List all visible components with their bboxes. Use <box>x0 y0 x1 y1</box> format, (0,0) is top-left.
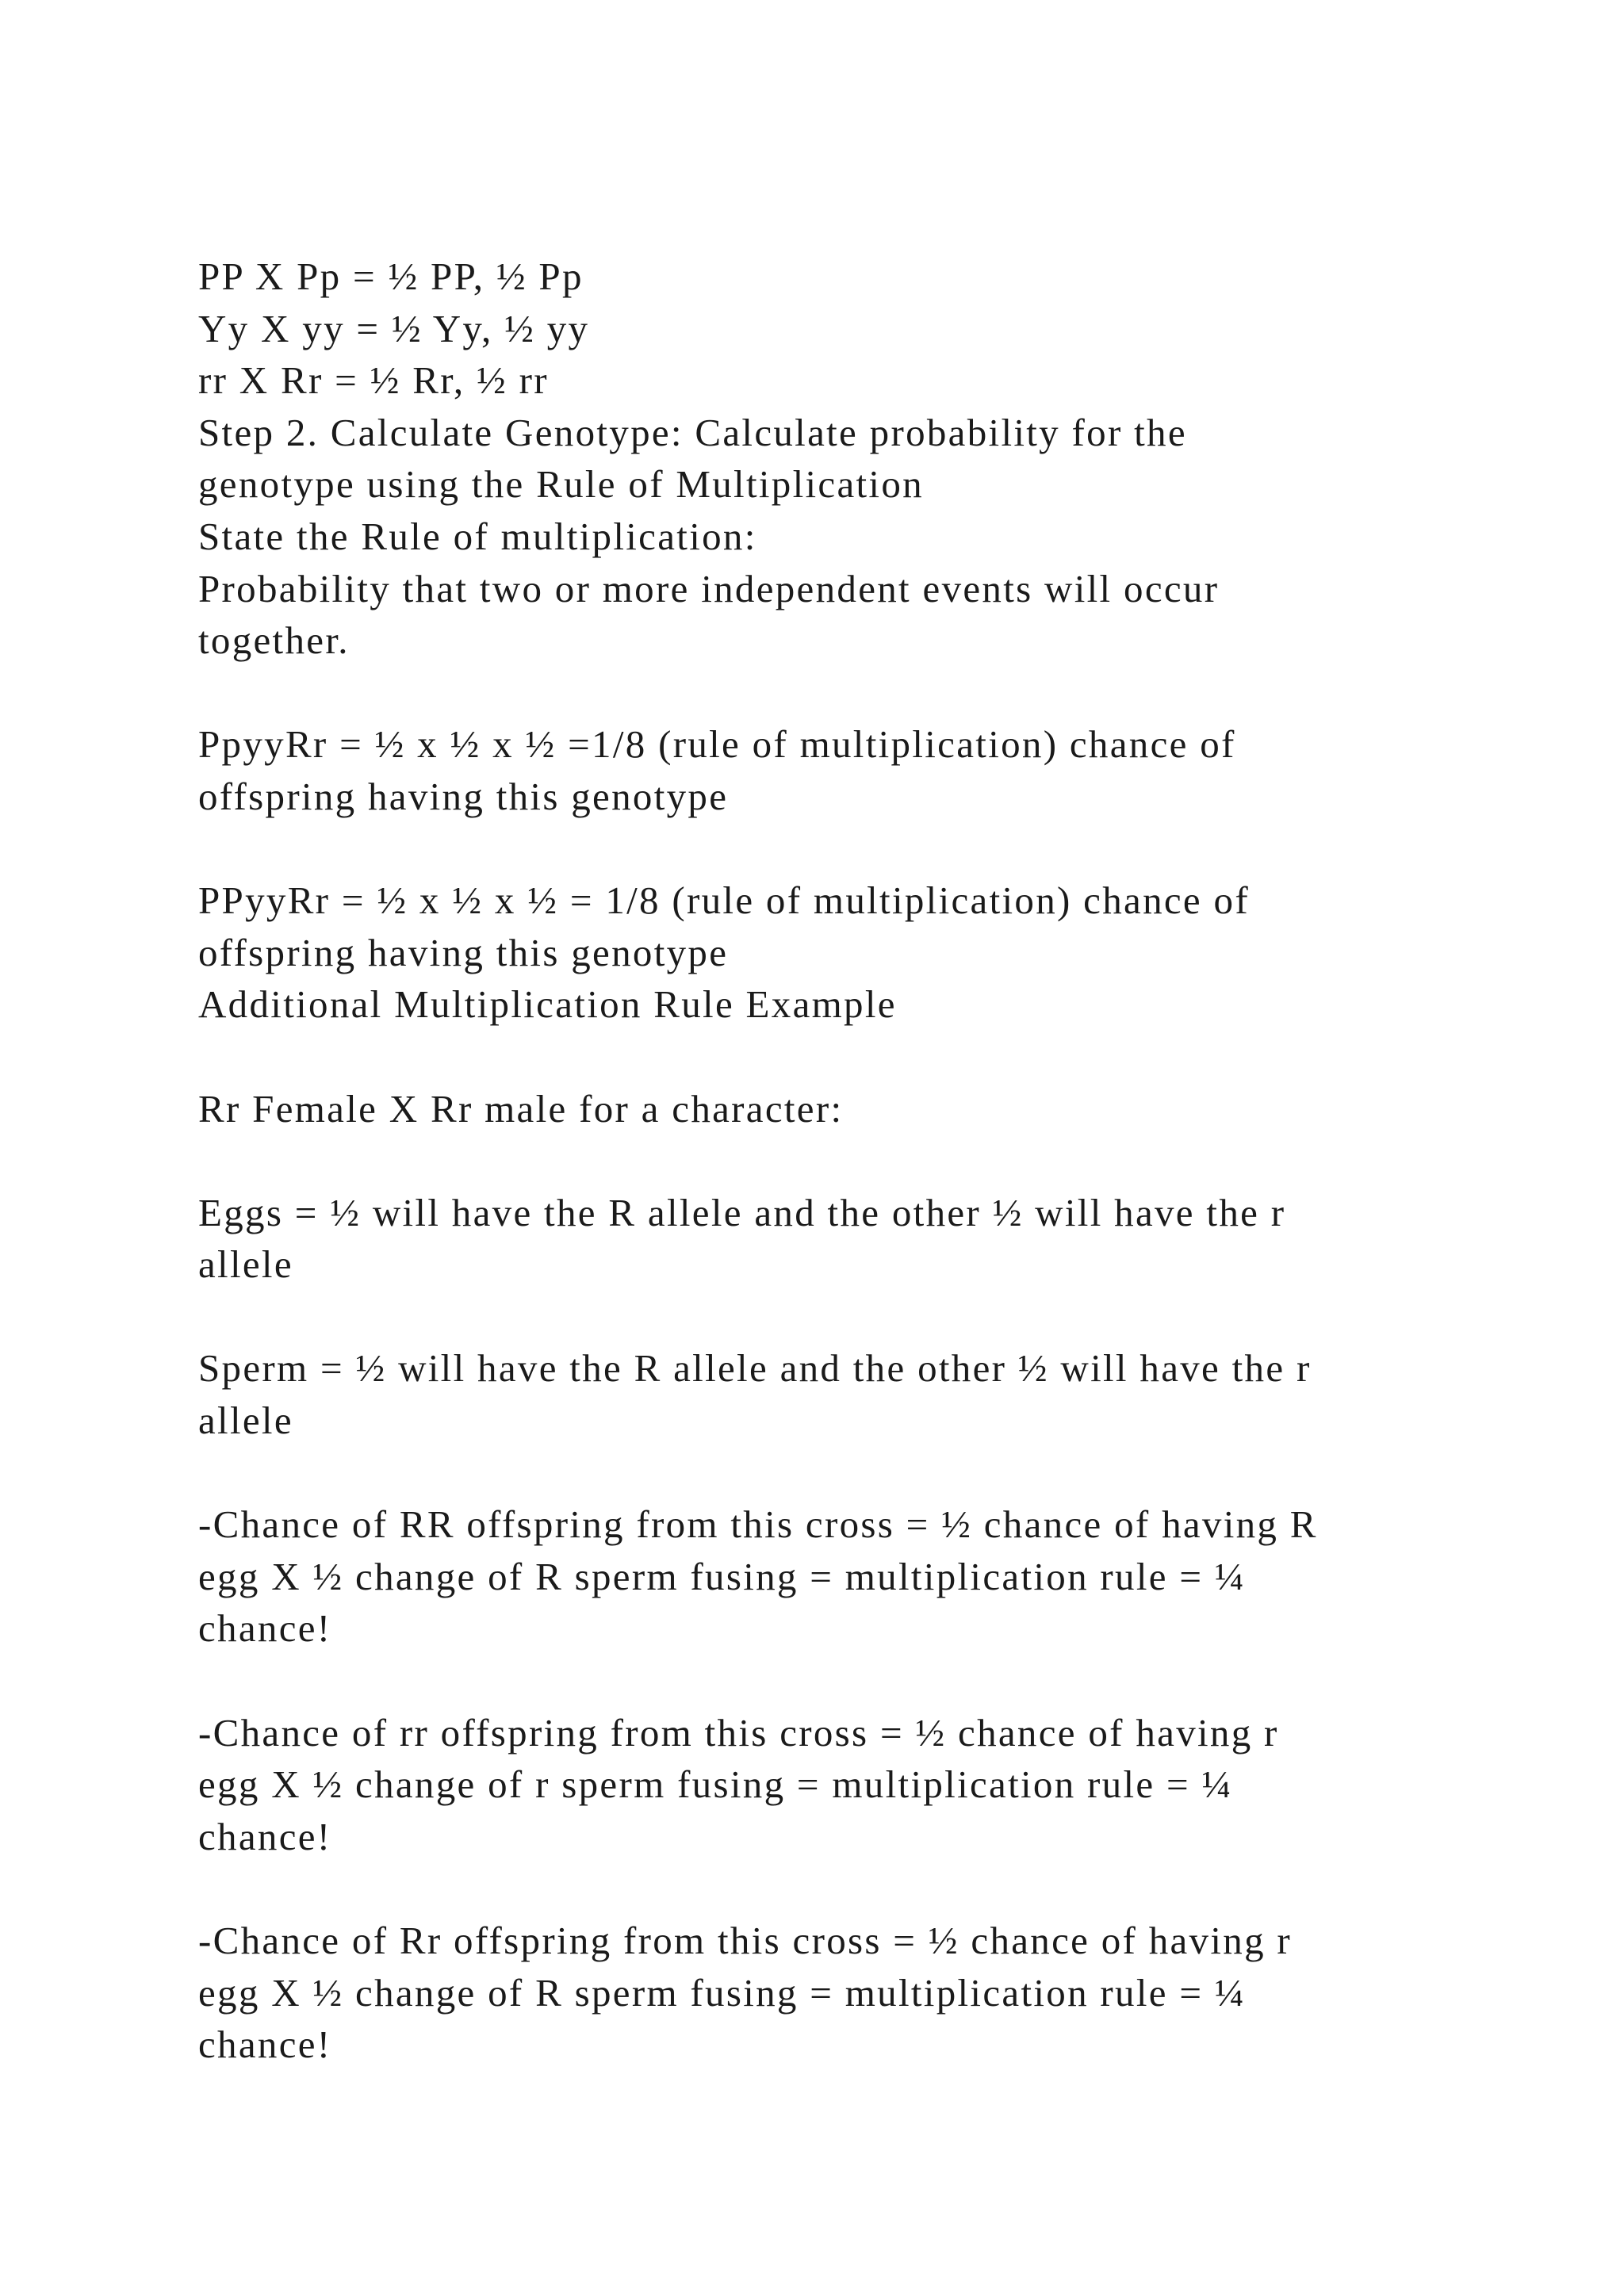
rr-dominant-chance-end: chance! <box>198 1606 332 1651</box>
ppyyrr-2-calculation-cont: offspring having this genotype <box>198 930 729 974</box>
paragraph-spacer <box>198 1862 1467 1915</box>
eggs-statement: Eggs = ½ will have the R allele and the other ½ will have the r <box>198 1190 1286 1234</box>
paragraph-spacer <box>198 1031 1467 1083</box>
ppyyrr-calculation-cont: offspring having this genotype <box>198 774 729 818</box>
rr-dominant-chance: -Chance of RR offspring from this cross = ½ chance of having R <box>198 1502 1318 1547</box>
sperm-statement: Sperm = ½ will have the R allele and the other ½ will have the r <box>198 1346 1312 1391</box>
rr-dominant-chance-cont: egg X ½ change of R sperm fusing = multiplication rule = ¼ <box>198 1554 1246 1598</box>
rr-hetero-chance-cont: egg X ½ change of R sperm fusing = multiplication rule = ¼ <box>198 1970 1246 2015</box>
rr-recessive-chance: -Chance of rr offspring from this cross = ½ chance of having r <box>198 1710 1279 1755</box>
paragraph-spacer <box>198 1655 1467 1707</box>
sperm-statement-cont: allele <box>198 1399 293 1443</box>
example-heading: Additional Multiplication Rule Example <box>198 982 897 1027</box>
paragraph-spacer <box>198 667 1467 719</box>
rule-definition: Probability that two or more independent events will occur <box>198 566 1220 610</box>
document-body <box>198 251 1467 2071</box>
paragraph-spacer <box>198 1291 1467 1343</box>
cross-rr-line: rr X Rr = ½ Rr, ½ rr <box>198 358 549 403</box>
paragraph-spacer <box>198 823 1467 875</box>
paragraph-spacer <box>198 1135 1467 1187</box>
eggs-statement-cont: allele <box>198 1242 293 1287</box>
cross-description: Rr Female X Rr male for a character: <box>198 1086 844 1131</box>
rr-hetero-chance-end: chance! <box>198 2022 332 2067</box>
rule-statement-label: State the Rule of multiplication: <box>198 514 757 558</box>
rr-recessive-chance-end: chance! <box>198 1814 332 1858</box>
step-2-heading: Step 2. Calculate Genotype: Calculate probability for the <box>198 410 1187 454</box>
paragraph-spacer <box>198 1447 1467 1499</box>
step-2-heading-cont: genotype using the Rule of Multiplication <box>198 462 924 507</box>
ppyyrr-2-calculation: PPyyRr = ½ x ½ x ½ = 1/8 (rule of multiplication) chance of <box>198 878 1250 923</box>
cross-yy-line: Yy X yy = ½ Yy, ½ yy <box>198 306 590 350</box>
rr-hetero-chance: -Chance of Rr offspring from this cross = ½ chance of having r <box>198 1919 1293 1962</box>
rr-recessive-chance-cont: egg X ½ change of r sperm fusing = multiplication rule = ¼ <box>198 1762 1233 1807</box>
rule-definition-cont: together. <box>198 618 350 663</box>
ppyyrr-calculation: PpyyRr = ½ x ½ x ½ =1/8 (rule of multiplication) chance of <box>198 722 1236 767</box>
cross-pp-line: PP X Pp = ½ PP, ½ Pp <box>198 254 584 298</box>
